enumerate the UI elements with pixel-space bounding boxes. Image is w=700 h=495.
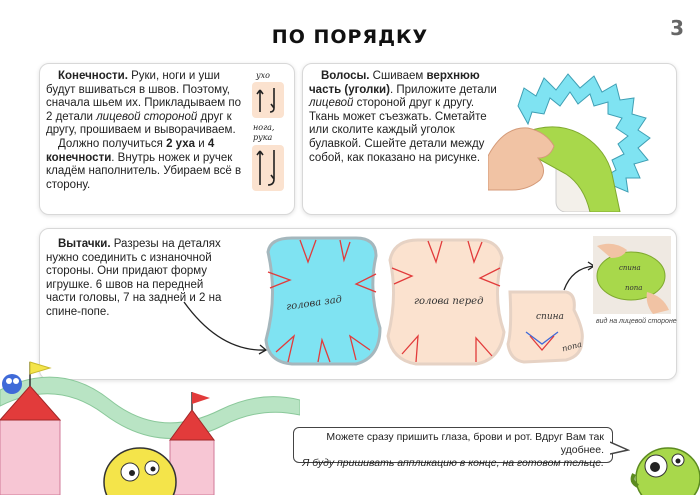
hair-t2: . Приложите детали — [389, 83, 497, 96]
tip-line2: Я буду пришивать аппликацию в конце, на готовом тельце. — [302, 457, 604, 469]
limb-arrows-icon — [252, 145, 284, 191]
limbs-p1b: друг к другу, прошиваем и выворачиваем. — [46, 110, 236, 137]
castle-illustration — [0, 340, 300, 495]
limbs-p2c: . Внутрь ножек и ручек кладём наполнитель. Убираем всё в сторону. — [46, 151, 242, 191]
page-title: ПО ПОРЯДКУ — [271, 26, 429, 48]
limbs-p1a: Руки, ноги и уши будут вшиваться в швов. Поэтому, сначала шьем их. Прикладываем по 2 детали — [46, 70, 242, 123]
hair-illustration — [488, 66, 670, 212]
photo-caption: вид на лицевой стороне — [596, 318, 677, 325]
limbs-p1-italic: лицевой стороной — [96, 110, 198, 123]
note-ear: ухо — [256, 71, 270, 80]
hair-italic1: лицевой — [309, 97, 354, 110]
label-spina: спина — [536, 312, 564, 322]
limbs-p2b: и — [195, 137, 208, 150]
limbs-p2-bold1: 2 уха — [166, 137, 196, 150]
darts-body: Разрезы на деталях нужно соединить с изнаночной стороны. Они придают форму игрушке. 6 швов на передней части головы, 7 на задней и 2 на спине-попе. — [46, 238, 222, 318]
darts-photo — [593, 236, 671, 314]
ear-arrows-icon — [252, 82, 284, 118]
tip-line1: Можете сразу пришить глаза, брови и рот. Вдруг Вам так удобнее. — [326, 431, 604, 456]
tip-speech-bubble — [293, 427, 613, 469]
svg-text:спина: спина — [619, 264, 641, 272]
green-monster — [622, 430, 700, 495]
hair-t3: стороной друг к другу. Ткань может съезжать. Сметайте или сколите каждый уголок булавкой. Сшейте детали между собой, как показано на рисунке. — [309, 97, 487, 164]
limbs-heading: Конечности. — [58, 70, 128, 82]
svg-text:попа: попа — [625, 284, 643, 292]
pattern-spina-popa — [508, 292, 582, 362]
limbs-text — [46, 70, 246, 192]
darts-heading: Вытачки. — [58, 238, 111, 250]
hair-t1: Сшиваем — [369, 70, 427, 82]
label-head-back: голова зад — [285, 294, 343, 313]
note-limb: нога, рука — [253, 123, 275, 142]
label-popa: попа — [561, 339, 583, 354]
limbs-p2-bold2: 4 конечности — [46, 137, 215, 164]
label-head-front: голова перед — [414, 296, 484, 307]
hair-heading: Волосы. — [321, 70, 370, 82]
limbs-p2a: Должно получиться — [58, 137, 167, 150]
page-number: 3 — [670, 16, 684, 40]
hair-text — [309, 70, 499, 165]
hair-bold1: верхнюю часть (уголки) — [309, 70, 480, 96]
